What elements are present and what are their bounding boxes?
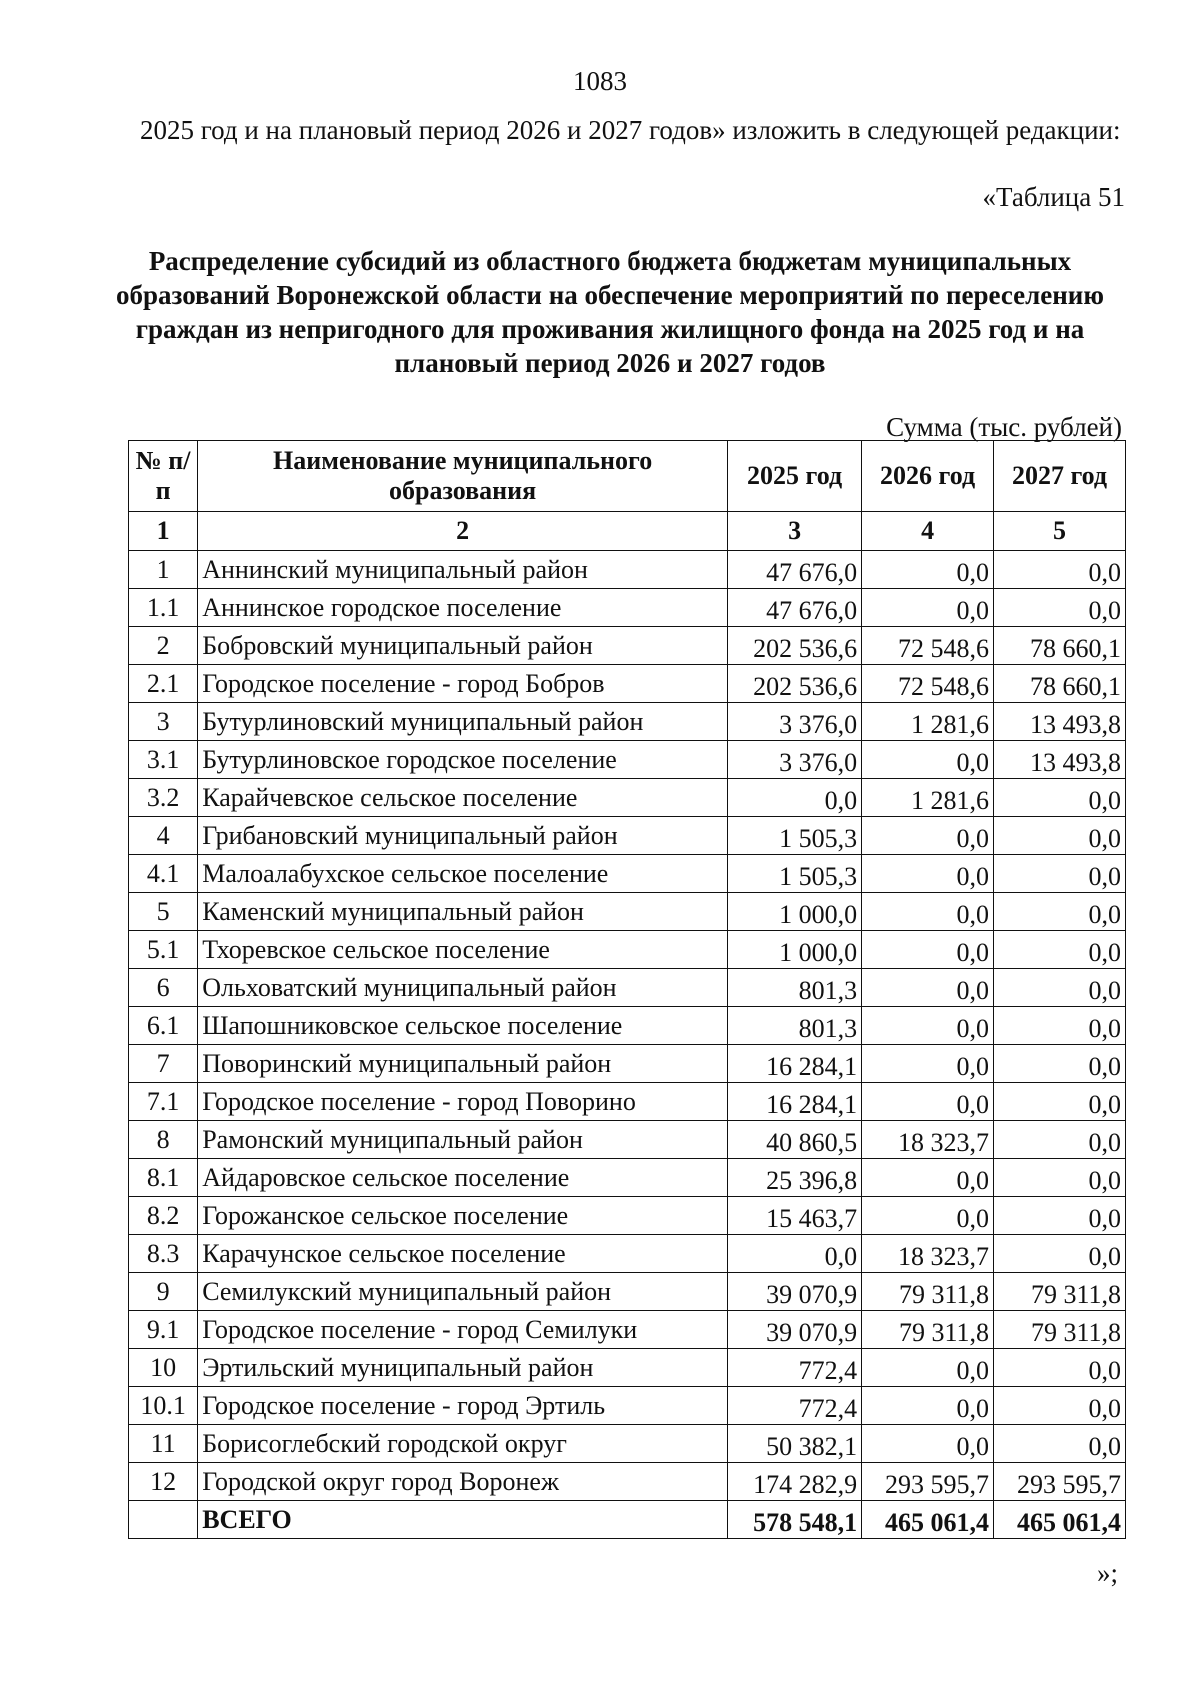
row-value-2026: 79 311,8: [862, 1273, 994, 1311]
row-value-2025: 3 376,0: [728, 703, 862, 741]
row-value-2027: 0,0: [994, 1387, 1126, 1425]
document-title: Распределение субсидий из областного бюджета бюджетам муниципальных образований Воронежской области на обеспечение мероприятий по переселению граждан из непригодного для проживания жилищного фонда на 2025 год и на плановый период 2026 и 2027 годов: [116, 246, 1104, 378]
table-row: [129, 1007, 1126, 1045]
row-value-2026: 0,0: [862, 931, 994, 969]
row-value-2025: 16 284,1: [728, 1083, 862, 1121]
row-value-2025: 40 860,5: [728, 1121, 862, 1159]
row-value-2025: 25 396,8: [728, 1159, 862, 1197]
table-row: [129, 1235, 1126, 1273]
column-number: 4: [862, 512, 994, 551]
row-value-2025: 0,0: [728, 779, 862, 817]
row-value-2025: 15 463,7: [728, 1197, 862, 1235]
row-number: 10.1: [129, 1387, 198, 1425]
row-name: Городское поселение - город Бобров: [198, 665, 728, 703]
header-number: № п/п: [129, 441, 198, 512]
row-number: 6.1: [129, 1007, 198, 1045]
row-name: Ольховатский муниципальный район: [198, 969, 728, 1007]
row-value-2027: 0,0: [994, 1235, 1126, 1273]
row-name: Тхоревское сельское поселение: [198, 931, 728, 969]
row-value-2027: 0,0: [994, 1197, 1126, 1235]
row-value-2025: 0,0: [728, 1235, 862, 1273]
closing-quote: »;: [1096, 1558, 1118, 1588]
table-row: [129, 969, 1126, 1007]
row-value-2026: 1 281,6: [862, 779, 994, 817]
row-value-2027: 78 660,1: [994, 627, 1126, 665]
header-name: Наименование муниципального образования: [198, 441, 728, 512]
row-value-2025: 1 505,3: [728, 817, 862, 855]
row-number: 10: [129, 1349, 198, 1387]
total-2027: 465 061,4: [994, 1501, 1126, 1539]
row-value-2025: 174 282,9: [728, 1463, 862, 1501]
row-number: 9.1: [129, 1311, 198, 1349]
total-2025: 578 548,1: [728, 1501, 862, 1539]
row-number: 1: [129, 551, 198, 589]
row-value-2026: 0,0: [862, 1387, 994, 1425]
row-value-2025: 50 382,1: [728, 1425, 862, 1463]
table-row: [129, 855, 1126, 893]
row-value-2026: 0,0: [862, 551, 994, 589]
table-row: [129, 893, 1126, 931]
row-number: 8.3: [129, 1235, 198, 1273]
row-value-2027: 0,0: [994, 1045, 1126, 1083]
row-value-2027: 0,0: [994, 893, 1126, 931]
table-row: [129, 665, 1126, 703]
row-number: 7.1: [129, 1083, 198, 1121]
table-label: «Таблица 51: [982, 182, 1125, 212]
table-row: [129, 1121, 1126, 1159]
row-value-2025: 47 676,0: [728, 589, 862, 627]
row-value-2025: 16 284,1: [728, 1045, 862, 1083]
row-name: Городское поселение - город Поворино: [198, 1083, 728, 1121]
row-value-2025: 801,3: [728, 1007, 862, 1045]
row-value-2027: 0,0: [994, 1349, 1126, 1387]
total-number-cell: [129, 1501, 198, 1539]
table-row: [129, 627, 1126, 665]
row-value-2027: 79 311,8: [994, 1311, 1126, 1349]
row-name: Аннинское городское поселение: [198, 589, 728, 627]
row-name: Шапошниковское сельское поселение: [198, 1007, 728, 1045]
table-row: [129, 1273, 1126, 1311]
row-name: Малоалабухское сельское поселение: [198, 855, 728, 893]
row-value-2025: 47 676,0: [728, 551, 862, 589]
row-value-2025: 1 000,0: [728, 893, 862, 931]
row-number: 4: [129, 817, 198, 855]
row-value-2025: 3 376,0: [728, 741, 862, 779]
row-name: Горожанское сельское поселение: [198, 1197, 728, 1235]
row-number: 2.1: [129, 665, 198, 703]
row-value-2027: 0,0: [994, 1083, 1126, 1121]
row-name: Бутурлиновский муниципальный район: [198, 703, 728, 741]
row-value-2026: 0,0: [862, 1045, 994, 1083]
row-number: 8.2: [129, 1197, 198, 1235]
row-value-2027: 0,0: [994, 589, 1126, 627]
table-row: [129, 1083, 1126, 1121]
row-value-2025: 801,3: [728, 969, 862, 1007]
table-row: [129, 1045, 1126, 1083]
row-value-2025: 202 536,6: [728, 627, 862, 665]
column-number: 1: [129, 512, 198, 551]
row-value-2026: 0,0: [862, 1349, 994, 1387]
row-number: 3.2: [129, 779, 198, 817]
row-value-2027: 0,0: [994, 1121, 1126, 1159]
table-row: [129, 817, 1126, 855]
row-value-2026: 0,0: [862, 817, 994, 855]
column-number: 3: [728, 512, 862, 551]
row-value-2026: 79 311,8: [862, 1311, 994, 1349]
row-value-2027: 13 493,8: [994, 703, 1126, 741]
row-value-2026: 293 595,7: [862, 1463, 994, 1501]
row-value-2026: 0,0: [862, 1197, 994, 1235]
row-name: Грибановский муниципальный район: [198, 817, 728, 855]
row-number: 8.1: [129, 1159, 198, 1197]
row-value-2025: 39 070,9: [728, 1273, 862, 1311]
total-row: [129, 1501, 1126, 1539]
intro-paragraph: 2025 год и на плановый период 2026 и 2027 годов» изложить в следующей редакции:: [140, 115, 1121, 145]
row-value-2026: 0,0: [862, 589, 994, 627]
row-value-2025: 1 505,3: [728, 855, 862, 893]
row-value-2027: 0,0: [994, 1425, 1126, 1463]
row-name: Борисоглебский городской округ: [198, 1425, 728, 1463]
row-value-2027: 78 660,1: [994, 665, 1126, 703]
row-value-2025: 1 000,0: [728, 931, 862, 969]
row-value-2026: 0,0: [862, 1425, 994, 1463]
table-row: [129, 1425, 1126, 1463]
row-value-2026: 0,0: [862, 1159, 994, 1197]
row-value-2027: 0,0: [994, 969, 1126, 1007]
row-name: Бобровский муниципальный район: [198, 627, 728, 665]
row-name: Айдаровское сельское поселение: [198, 1159, 728, 1197]
row-value-2025: 772,4: [728, 1387, 862, 1425]
row-name: Бутурлиновское городское поселение: [198, 741, 728, 779]
row-number: 3.1: [129, 741, 198, 779]
row-name: Рамонский муниципальный район: [198, 1121, 728, 1159]
row-name: Городское поселение - город Семилуки: [198, 1311, 728, 1349]
header-2027: 2027 год: [994, 441, 1126, 512]
table-row: [129, 1311, 1126, 1349]
subsidy-table: [128, 440, 1126, 1539]
row-name: Городской округ город Воронеж: [198, 1463, 728, 1501]
header-row: [129, 441, 1126, 512]
row-value-2026: 0,0: [862, 1007, 994, 1045]
column-number: 5: [994, 512, 1126, 551]
row-value-2027: 0,0: [994, 1007, 1126, 1045]
page-number: 1083: [573, 66, 627, 96]
table-row: [129, 931, 1126, 969]
row-number: 7: [129, 1045, 198, 1083]
row-value-2026: 0,0: [862, 855, 994, 893]
row-number: 12: [129, 1463, 198, 1501]
total-2026: 465 061,4: [862, 1501, 994, 1539]
row-number: 8: [129, 1121, 198, 1159]
table-row: [129, 589, 1126, 627]
table-row: [129, 1463, 1126, 1501]
table-row: [129, 1349, 1126, 1387]
row-value-2026: 1 281,6: [862, 703, 994, 741]
row-value-2027: 0,0: [994, 817, 1126, 855]
row-name: Эртильский муниципальный район: [198, 1349, 728, 1387]
row-value-2027: 0,0: [994, 855, 1126, 893]
header-2025: 2025 год: [728, 441, 862, 512]
table-row: [129, 703, 1126, 741]
row-value-2025: 202 536,6: [728, 665, 862, 703]
table-row: [129, 779, 1126, 817]
row-name: Каменский муниципальный район: [198, 893, 728, 931]
row-number: 9: [129, 1273, 198, 1311]
row-value-2026: 18 323,7: [862, 1235, 994, 1273]
table-row: [129, 1197, 1126, 1235]
row-value-2027: 13 493,8: [994, 741, 1126, 779]
column-number-row: [129, 512, 1126, 551]
row-value-2026: 72 548,6: [862, 627, 994, 665]
row-value-2027: 0,0: [994, 551, 1126, 589]
row-value-2026: 0,0: [862, 741, 994, 779]
row-value-2025: 772,4: [728, 1349, 862, 1387]
row-number: 5: [129, 893, 198, 931]
row-number: 5.1: [129, 931, 198, 969]
row-number: 1.1: [129, 589, 198, 627]
unit-note: Сумма (тыс. рублей): [886, 412, 1122, 442]
row-value-2027: 0,0: [994, 931, 1126, 969]
total-label: ВСЕГО: [198, 1501, 728, 1539]
row-value-2026: 0,0: [862, 1083, 994, 1121]
row-value-2026: 0,0: [862, 893, 994, 931]
table-row: [129, 1159, 1126, 1197]
column-number: 2: [198, 512, 728, 551]
row-name: Семилукский муниципальный район: [198, 1273, 728, 1311]
row-number: 4.1: [129, 855, 198, 893]
row-value-2027: 0,0: [994, 1159, 1126, 1197]
row-name: Карачунское сельское поселение: [198, 1235, 728, 1273]
table-row: [129, 741, 1126, 779]
row-value-2026: 72 548,6: [862, 665, 994, 703]
row-name: Карайчевское сельское поселение: [198, 779, 728, 817]
row-name: Аннинский муниципальный район: [198, 551, 728, 589]
row-number: 11: [129, 1425, 198, 1463]
row-number: 3: [129, 703, 198, 741]
row-value-2027: 79 311,8: [994, 1273, 1126, 1311]
row-number: 6: [129, 969, 198, 1007]
row-value-2026: 18 323,7: [862, 1121, 994, 1159]
row-value-2026: 0,0: [862, 969, 994, 1007]
row-value-2027: 0,0: [994, 779, 1126, 817]
row-value-2025: 39 070,9: [728, 1311, 862, 1349]
row-number: 2: [129, 627, 198, 665]
table-row: [129, 551, 1126, 589]
row-value-2027: 293 595,7: [994, 1463, 1126, 1501]
header-2026: 2026 год: [862, 441, 994, 512]
table-row: [129, 1387, 1126, 1425]
row-name: Городское поселение - город Эртиль: [198, 1387, 728, 1425]
row-name: Поворинский муниципальный район: [198, 1045, 728, 1083]
